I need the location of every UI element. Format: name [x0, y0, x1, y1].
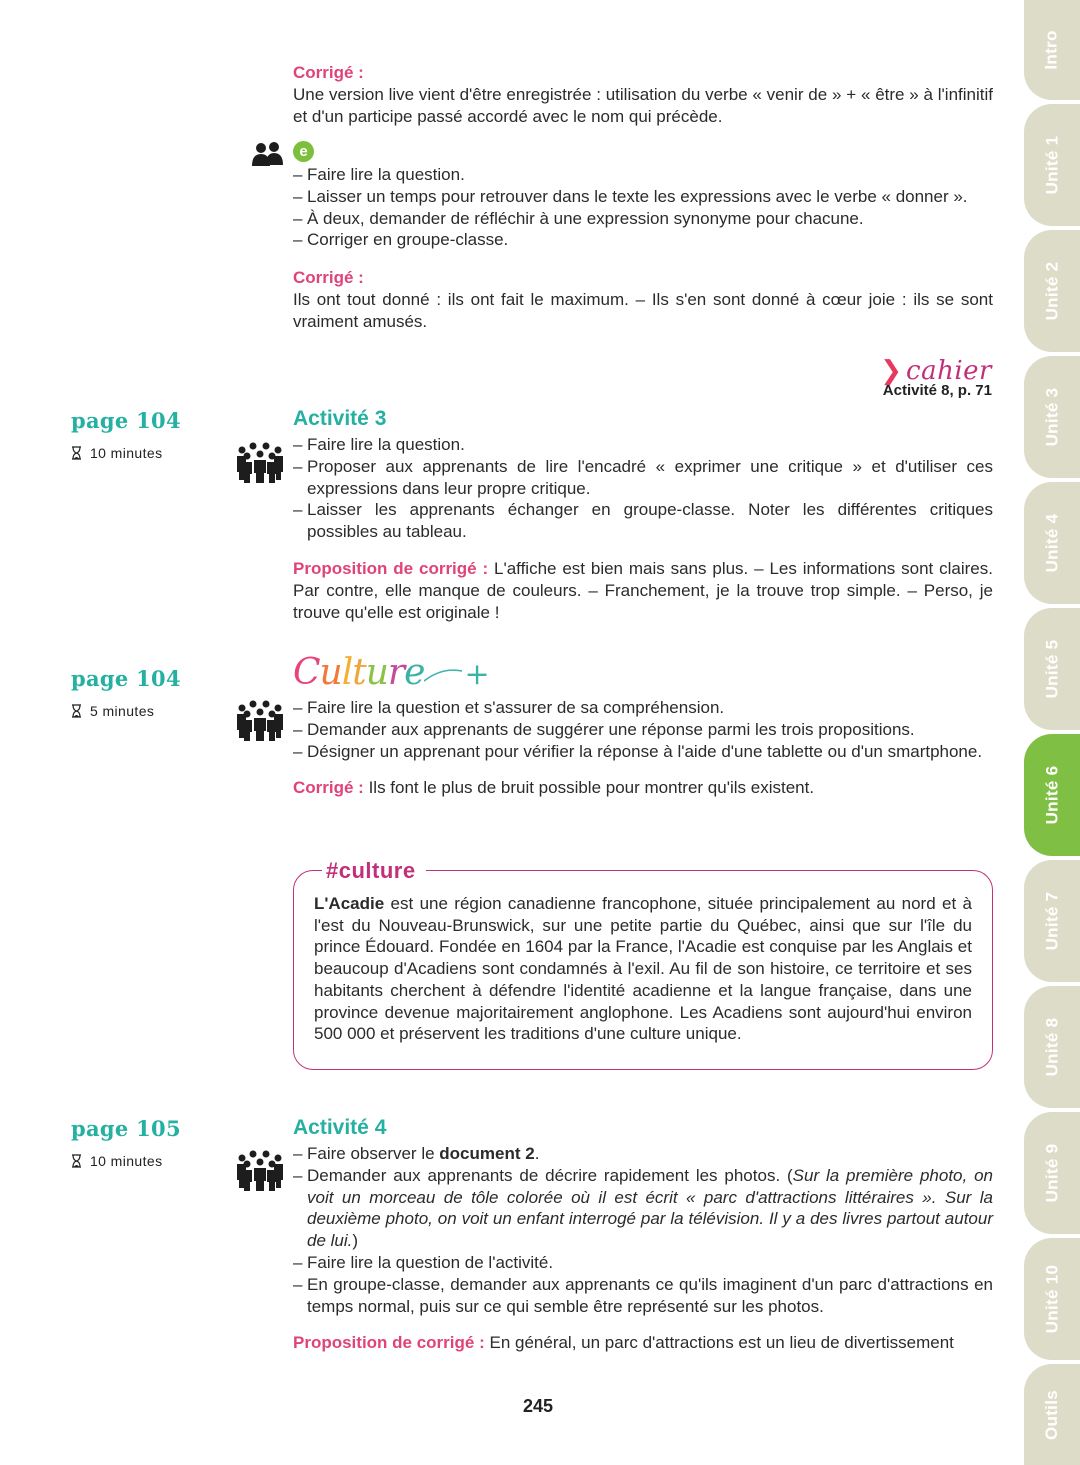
tab-outils[interactable] — [1024, 1364, 1080, 1465]
activity-steps — [293, 1143, 993, 1317]
duration — [71, 445, 162, 461]
culture-plus-block — [293, 697, 993, 799]
culture-plus-title — [293, 652, 489, 693]
tab-unite-1[interactable] — [1024, 104, 1080, 226]
corrige-paragraph — [293, 558, 993, 623]
step-text: Faire observer le — [307, 1144, 440, 1163]
corrige-label: Proposition de corrigé : — [293, 1333, 485, 1353]
step-text: Demander aux apprenants de décrire rapidement les photos. ( — [307, 1165, 793, 1185]
corrige-text: L'affiche est bien mais sans plus. – Les informations sont claires. Par contre, elle manque de couleurs. – Franchement, je la trouve trop simple. – Perso, je trouve qu'elle est originale ! — [293, 558, 993, 622]
page-number: 245 — [523, 1396, 554, 1416]
group-work-icon — [236, 699, 284, 741]
tab-label: Unité 4 — [1042, 513, 1061, 573]
corrige-block-1 — [293, 62, 993, 127]
step-item: – Demander aux apprenants de suggérer une réponse parmi les trois propositions. — [293, 719, 993, 741]
group-work-icon — [236, 1149, 284, 1191]
tab-unite-2[interactable] — [1024, 230, 1080, 352]
title-letter: e — [404, 652, 425, 693]
pair-work-icon — [252, 142, 284, 168]
title-plus: + — [464, 657, 489, 692]
culture-text: est une région canadienne francophone, située principalement au nord et à l'est du Nouveau-Brunswick, sur une petite partie du Québec, ainsi que sur l'île du prince Édouard. Fondée en 1604 par la France, l'Acadie est conquise par les Anglais et beaucoup d'Acadiens sont condamnés à l'exil. Au fil de son histoire, ce territoire et ses habitants cherchent à défendre l'identité acadienne et la langue française, dans une province devenue majoritairement anglophone. Les Acadiens sont aujourd'hui environ 500 000 et préservent les traditions d'une culture unique. — [314, 894, 972, 1044]
activity-title: Activité 4 — [293, 1116, 387, 1139]
cahier-activity-ref: Activité 8, p. 71 — [882, 382, 992, 399]
pair-activity-block — [293, 164, 993, 333]
corrige-text: Ils ont tout donné : ils ont fait le maximum. – Ils s'en sont donné à cœur joie : ils se sont vraiment amusés. — [293, 289, 993, 331]
tab-label: Unité 5 — [1042, 639, 1061, 699]
title-letter: t — [352, 652, 366, 693]
tab-unite-6[interactable] — [1024, 734, 1080, 856]
corrige-text: Une version live vient d'être enregistrée : utilisation du verbe « venir de » + « être » à l'infinitif et d'un participe passé accordé avec le nom qui précède. — [293, 84, 993, 126]
hourglass-icon — [71, 446, 82, 460]
hourglass-icon — [71, 1154, 82, 1168]
activite-4-block — [293, 1115, 993, 1354]
corrige-label: Corrigé : — [293, 778, 364, 798]
page-reference: page 104 — [71, 666, 181, 691]
tab-label: Outils — [1041, 1389, 1061, 1440]
pair-activity-steps — [293, 164, 993, 251]
document-ref: document 2 — [439, 1144, 535, 1163]
step-item: – Faire lire la question. — [293, 434, 993, 456]
corrige-text: En général, un parc d'attractions est un lieu de divertissement — [489, 1333, 954, 1353]
unit-tabs — [1024, 0, 1080, 1465]
culture-box-label: #culture — [322, 858, 426, 884]
tab-unite-9[interactable] — [1024, 1112, 1080, 1234]
corrige-label: Corrigé : — [293, 63, 364, 82]
duration-text: 5 minutes — [90, 703, 155, 719]
step-item: – Proposer aux apprenants de lire l'encadré « exprimer une critique » et d'utiliser ces expressions dans leur propre critique. — [293, 456, 993, 500]
step-item: – Désigner un apprenant pour vérifier la réponse à l'aide d'une tablette ou d'un smartphone. — [293, 741, 993, 763]
tab-label: Unité 9 — [1042, 1143, 1061, 1203]
duration-text: 10 minutes — [90, 1153, 163, 1169]
step-text: . — [534, 1144, 540, 1163]
culture-paragraph — [314, 893, 972, 1045]
step-item: – Laisser les apprenants échanger en groupe-classe. Noter les différentes critiques possibles au tableau. — [293, 499, 993, 543]
title-letter: l — [341, 652, 353, 693]
swoosh-decoration — [424, 665, 464, 685]
e-badge-icon: e — [293, 141, 314, 162]
title-letter: u — [365, 652, 388, 693]
corrige-paragraph — [293, 1332, 993, 1354]
title-letter: C — [293, 652, 320, 693]
page-reference: page 105 — [71, 1116, 181, 1141]
activity-steps — [293, 697, 993, 762]
corrige-label: Proposition de corrigé : — [293, 558, 489, 578]
step-item: – Laisser un temps pour retrouver dans le texte les expressions avec le verbe « donner ». — [293, 186, 993, 208]
tab-label: Unité 7 — [1042, 891, 1061, 951]
activite-3-block — [293, 406, 993, 623]
step-item — [293, 1143, 993, 1165]
tab-intro[interactable] — [1024, 0, 1080, 100]
step-item: – En groupe-classe, demander aux apprenants ce qu'ils imaginent d'un parc d'attractions en temps normal, puis sur ce qui semble être représenté sur les photos. — [293, 1274, 993, 1318]
culture-info-box — [293, 870, 993, 1070]
tab-label: Unité 1 — [1042, 135, 1061, 195]
tab-unite-5[interactable] — [1024, 608, 1080, 730]
duration — [71, 1153, 162, 1169]
tab-unite-10[interactable] — [1024, 1238, 1080, 1360]
duration-text: 10 minutes — [90, 445, 163, 461]
step-item: – Faire lire la question. — [293, 164, 993, 186]
tab-unite-8[interactable] — [1024, 986, 1080, 1108]
title-letter: u — [319, 652, 342, 693]
corrige-paragraph — [293, 777, 993, 799]
activity-steps — [293, 434, 993, 543]
step-item: – Faire lire la question de l'activité. — [293, 1252, 993, 1274]
corrige-text: Ils font le plus de bruit possible pour montrer qu'ils existent. — [368, 778, 815, 798]
step-item: – À deux, demander de réfléchir à une expression synonyme pour chacune. — [293, 208, 993, 230]
step-item — [293, 1165, 993, 1252]
step-text: ) — [352, 1231, 359, 1251]
hourglass-icon — [71, 704, 82, 718]
tab-label: Unité 8 — [1042, 1017, 1061, 1077]
group-work-icon — [236, 441, 284, 483]
tab-unite-4[interactable] — [1024, 482, 1080, 604]
page-reference: page 104 — [71, 408, 181, 433]
title-letter: r — [387, 652, 405, 693]
activity-title: Activité 3 — [293, 407, 387, 430]
duration — [71, 703, 154, 719]
tab-label: Intro — [1042, 30, 1061, 70]
cahier-word: cahier — [906, 356, 992, 386]
chevron-right-icon: ❯ — [880, 356, 903, 386]
tab-label: Unité 6 — [1042, 765, 1061, 825]
cahier-reference — [880, 356, 992, 399]
step-item: – Faire lire la question et s'assurer de sa compréhension. — [293, 697, 993, 719]
tab-unite-7[interactable] — [1024, 860, 1080, 982]
culture-lead: L'Acadie — [314, 894, 385, 913]
tab-unite-3[interactable] — [1024, 356, 1080, 478]
corrige-label: Corrigé : — [293, 268, 364, 288]
photo-description: Sur la première photo, on voit un morceau de tôle colorée où il est écrit « parc d'attractions littéraires ». Sur la deuxième photo, on voit un enfant interrogé par la télévision. Il y a des livres partout autour de lui. — [307, 1165, 993, 1251]
tab-label: Unité 10 — [1042, 1264, 1062, 1334]
step-item: – Corriger en groupe-classe. — [293, 229, 993, 251]
tab-label: Unité 3 — [1042, 387, 1061, 447]
tab-label: Unité 2 — [1042, 261, 1061, 321]
